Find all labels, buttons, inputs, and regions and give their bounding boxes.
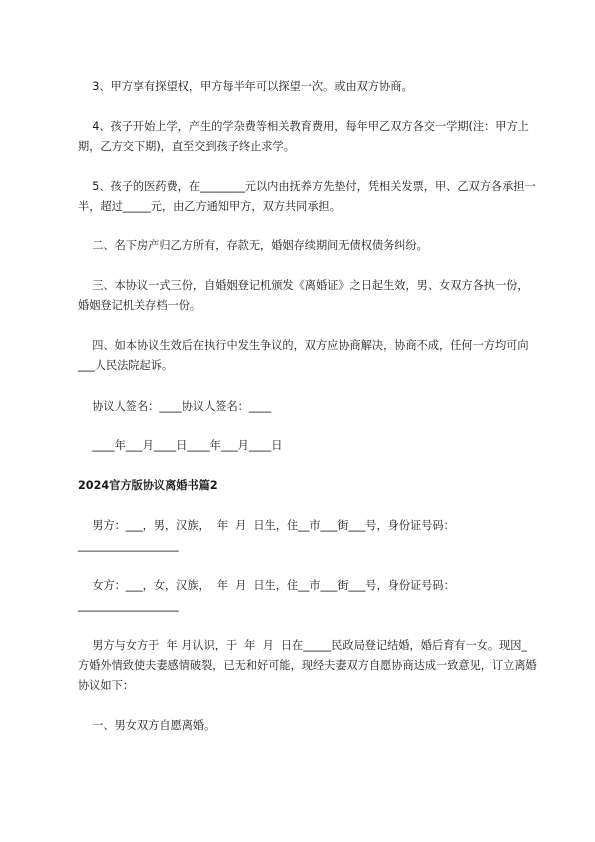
section-heading: 2024官方版协议离婚书篇2	[78, 479, 218, 492]
clause-property: 二、名下房产归乙方所有，存款无，婚姻存续期间无债权债务纠纷。	[78, 239, 428, 252]
signature-line: 协议人签名：____协议人签名：____	[78, 400, 272, 413]
marriage-background: 男方与女方于 年 月认识，于 年 月 日在_____民政局登记结婚，婚后育有一女。现因_方婚外情致使夫妻感情破裂，已无和好可能，现经夫妻双方自愿协商达成一致意见，订立离婚协议如下：	[78, 639, 537, 692]
party-male-info: 男方：___，男，汉族， 年 月 日生，住__市___街___号，身份证号码：__________________	[78, 519, 455, 552]
clause-copies: 三、本协议一式三份，自婚姻登记机颁发《离婚证》之日起生效，男、女双方各执一份，婚姻登记机关存档一份。	[78, 279, 529, 312]
clause-disputes: 四、如本协议生效后在执行中发生争议的，双方应协商解决，协商不成，任何一方均可向___人民法院起诉。	[78, 339, 529, 372]
clause-medical-fees: 5、孩子的医药费，在________元以内由抚养方先垫付，凭相关发票，甲、乙双方各承担一半，超过_____元，由乙方通知甲方，双方共同承担。	[78, 180, 536, 213]
clause-visitation-rights: 3、甲方享有探望权，甲方每半年可以探望一次。或由双方协商。	[78, 80, 413, 93]
clause-divorce-agreement: 一、男女双方自愿离婚。	[78, 719, 216, 732]
party-female-info: 女方：___，女，汉族， 年 月 日生，住__市___街___号，身份证号码：__________________	[78, 579, 455, 612]
clause-education-fees: 4、孩子开始上学，产生的学杂费等相关教育费用，每年甲乙双方各交一学期(注：甲方上期，乙方交下期)，直至交到孩子终止求学。	[78, 120, 529, 153]
date-line: ____年___月____日____年___月____日	[78, 439, 283, 452]
